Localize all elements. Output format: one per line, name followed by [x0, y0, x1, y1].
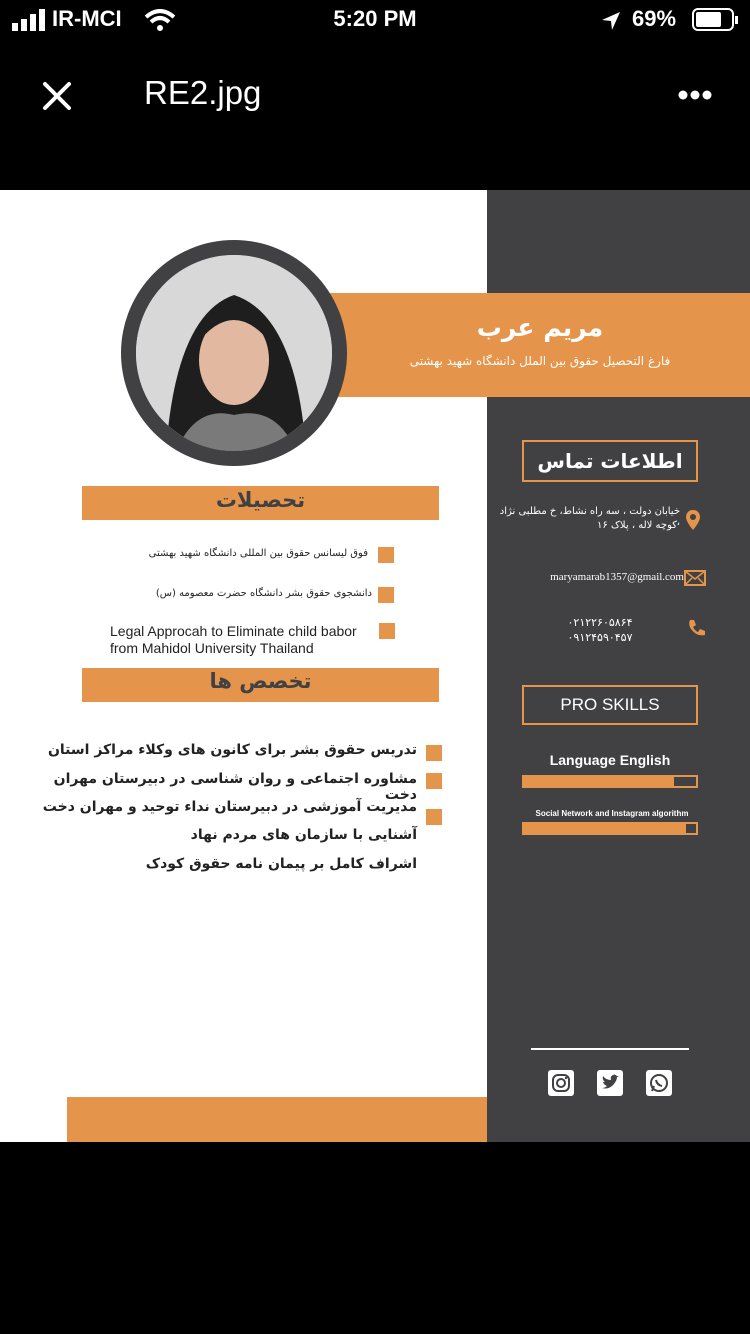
skills-heading: PRO SKILLS	[522, 685, 698, 725]
skill-bar	[522, 822, 698, 835]
clock: 5:20 PM	[333, 6, 417, 31]
location-arrow-icon	[600, 10, 622, 32]
phone-number: ۰۲۱۲۲۶۰۵۸۶۴	[567, 616, 633, 629]
education-heading: تحصیلات	[215, 488, 306, 512]
person-subtitle: فارغ التحصیل حقوق بین الملل دانشگاه شهید بهشتی	[409, 354, 671, 368]
battery-percent: 69%	[632, 6, 677, 31]
file-title: RE2.jpg	[144, 74, 262, 111]
expertise-item: مدیریت آموزشی در دبیرستان نداء توحید و مهران دخت	[42, 799, 417, 815]
education-item: فوق لیسانس حقوق بین المللی دانشگاه شهید بهشتی	[148, 548, 368, 559]
person-photo-icon	[136, 255, 332, 451]
bullet-square	[426, 809, 442, 825]
bullet-square	[426, 773, 442, 789]
expertise-item: مشاوره اجتماعی و روان شناسی در دبیرستان مهران دخت	[53, 771, 417, 803]
bullet-square	[379, 623, 395, 639]
twitter-icon[interactable]	[597, 1070, 623, 1096]
bullet-square	[426, 745, 442, 761]
carrier-label: IR-MCI	[52, 6, 122, 31]
location-pin-icon	[685, 509, 701, 531]
skill-bar-fill	[524, 777, 674, 786]
expertise-item: اشراف کامل بر پیمان نامه حقوق کودک	[145, 856, 417, 872]
bottom-band	[67, 1097, 487, 1142]
profile-photo	[136, 255, 332, 451]
footer-divider	[531, 1048, 689, 1050]
skill-bar-fill	[524, 824, 686, 833]
battery-icon	[692, 8, 740, 32]
envelope-icon	[684, 570, 706, 586]
address-line: کوچه لاله ، پلاک ۱۶	[597, 520, 677, 531]
bullet-square	[378, 587, 394, 603]
skill-label: Language English	[549, 752, 671, 768]
person-name: مریم عرب	[476, 313, 604, 342]
expertise-heading: تخصص ها	[209, 669, 312, 693]
name-band	[330, 293, 750, 397]
skill-bar	[522, 775, 698, 788]
resume-image	[0, 190, 750, 1142]
skill-label: Social Network and Instagram algorithm	[535, 809, 689, 818]
education-english-line: Legal Approcah to Eliminate child babor	[110, 623, 357, 639]
status-bar	[0, 0, 750, 42]
contact-heading: اطلاعات تماس	[522, 440, 698, 482]
bullet-square	[378, 547, 394, 563]
close-icon[interactable]	[42, 81, 72, 111]
education-item: دانشجوی حقوق بشر دانشگاه حضرت معصومه (س)	[155, 588, 372, 599]
expertise-item: آشنایی با سازمان های مردم نهاد	[190, 827, 417, 843]
phone-icon	[687, 618, 707, 638]
more-icon[interactable]	[678, 89, 712, 101]
education-english-line: from Mahidol University Thailand	[110, 640, 314, 656]
email-text: maryamarab1357@gmail.com	[550, 571, 684, 583]
expertise-item: تدریس حقوق بشر برای کانون های وکلاء مراکز استان	[47, 742, 417, 758]
phone-number: ۰۹۱۲۴۵۹۰۴۵۷	[567, 631, 633, 644]
instagram-icon[interactable]	[548, 1070, 574, 1096]
address-line: خیابان دولت ، سه راه نشاط، خ مطلبی نژاد ،	[499, 506, 680, 528]
whatsapp-icon[interactable]	[646, 1070, 672, 1096]
